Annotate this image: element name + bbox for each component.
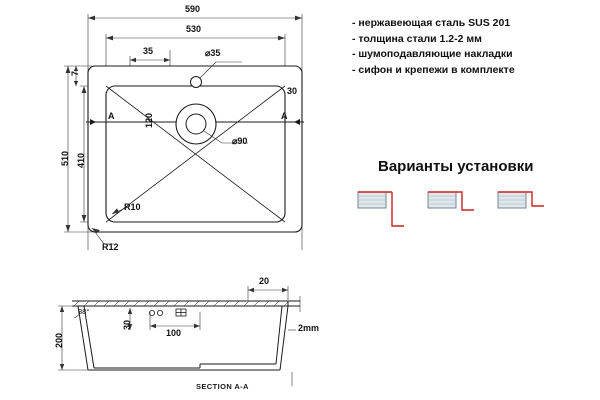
variant-icons — [358, 192, 544, 226]
spec-item-1: - нержавеющая сталь SUS 201 — [352, 17, 511, 29]
section-marker-left: A — [108, 111, 115, 121]
dim-label-depth: 200 — [54, 332, 64, 348]
section-hatch — [74, 301, 289, 306]
overflow-hole-circle — [191, 77, 202, 88]
drain-inner-circle — [186, 114, 206, 134]
dim-label-thickness: 2mm — [298, 323, 320, 333]
dim-label-angle: 88° — [78, 307, 90, 316]
dim-label-r12: R12 — [102, 242, 119, 252]
spec-item-4: - сифон и крепежи в комплекте — [352, 63, 515, 76]
dim-label-offset-top-small: 7 — [70, 70, 80, 76]
section-marker-right: A — [281, 111, 288, 121]
dim-label-offset-vertical: 120 — [144, 112, 154, 128]
dim-label-r10: R10 — [124, 202, 141, 212]
fastener-marks — [149, 309, 186, 316]
dim-label-offset-left-top: 35 — [143, 46, 154, 56]
dim-label-offset-right: 30 — [287, 86, 298, 96]
dim-label-inner-offset: 30 — [122, 319, 132, 330]
dim-label-inner-height: 410 — [76, 152, 86, 168]
spec-list — [352, 16, 594, 78]
dim-label-inner-width: 530 — [186, 24, 202, 34]
dim-label-overall-width: 590 — [185, 4, 201, 14]
variant-icon-3 — [498, 192, 544, 208]
dim-label-overall-height: 510 — [60, 150, 70, 166]
dim-label-hole-90: ⌀90 — [232, 136, 248, 146]
dim-label-flange-width: 20 — [259, 276, 270, 286]
variant-icon-2 — [428, 192, 474, 210]
variants-title: Варианты установки — [378, 158, 534, 175]
spec-item-2: - толщина стали 1.2-2 мм — [352, 32, 482, 45]
dim-label-hole-spacing: 100 — [166, 328, 182, 338]
section-caption: SECTION A-A — [196, 382, 249, 391]
spec-item-3: - шумоподавляющие накладки — [352, 48, 513, 60]
dim-label-hole-35: ⌀35 — [205, 48, 221, 58]
variant-icon-1 — [358, 192, 404, 226]
